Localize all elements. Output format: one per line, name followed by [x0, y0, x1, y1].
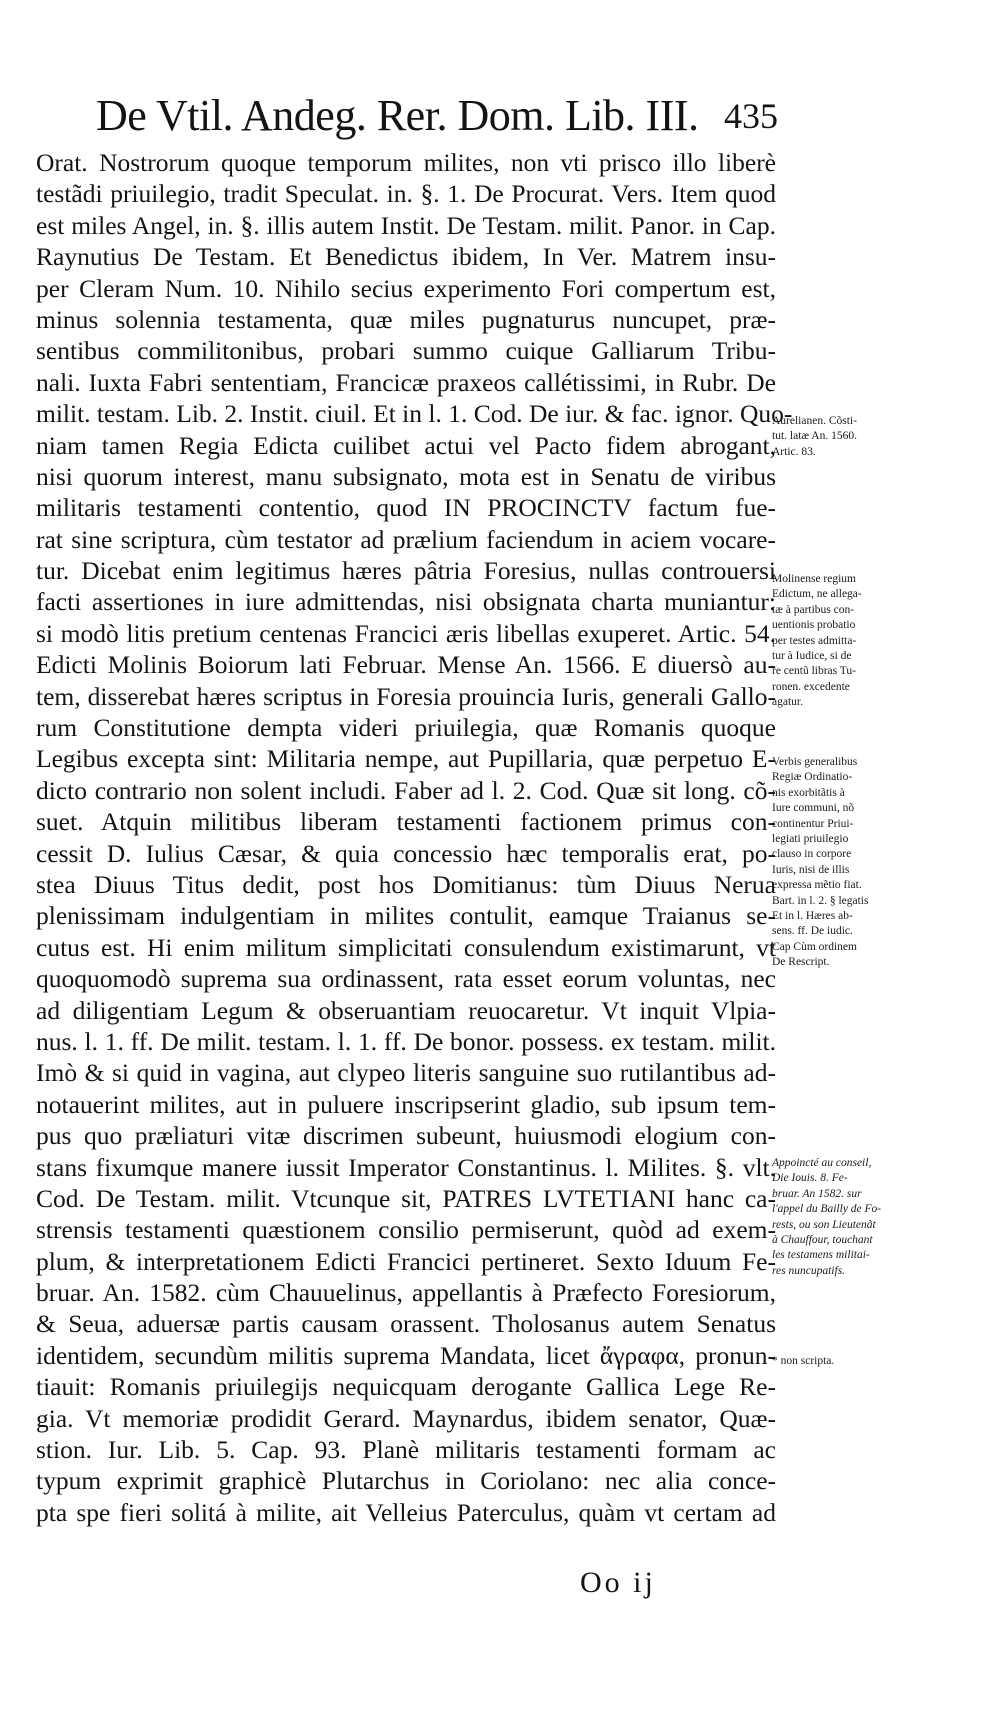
text-line: sentibus commilitonibus, probari summo cuique Galliarum Tribu- [36, 336, 776, 366]
text-line: est miles Angel, in. §. illis autem Instit. De Testam. milit. Panor. in Cap. [36, 210, 776, 240]
margin-note-line: Bart. in l. 2. § legatis [772, 894, 869, 907]
text-line: tiauit: Romanis priuilegijs nequicquam derogante Gallica Lege Re- [36, 1372, 776, 1402]
text-line: Orat. Nostrorum quoque temporum milites, non vti prisco illo liberè [36, 148, 776, 177]
margin-note-non-scripta [772, 1354, 924, 1369]
margin-note-line: Cap Cùm ordinem [772, 940, 857, 953]
text-line: nisi quorum interest, manu subsignato, mota est in Senatu de viribus [36, 461, 776, 491]
text-line: identidem, secundùm militis suprema Mandata, licet ἄγραφα, pronun- [36, 1340, 776, 1370]
running-title: De Vtil. Andeg. Rer. Dom. Lib. III. [96, 91, 699, 140]
text-line: bruar. An. 1582. cùm Chauuelinus, appellantis à Præfecto Foresiorum, [36, 1278, 776, 1308]
margin-note-line: De Rescript. [772, 956, 830, 969]
text-line: militaris testamenti contentio, quod IN PROCINCTV factum fue- [36, 493, 776, 523]
margin-note-line: ronen. excedente [772, 680, 850, 693]
page-header [96, 86, 776, 146]
margin-note-line: l'appel du Bailly de Fo- [772, 1203, 882, 1216]
text-line: notauerint milites, aut in puluere inscripserint gladio, sub ipsum tem- [36, 1089, 776, 1119]
text-line: quoquomodò suprema sua ordinassent, rata esset eorum voluntas, nec [36, 964, 776, 994]
text-line: tur. Dicebat enim legitimus hæres pâtria Foresius, nullas controuersi [36, 556, 776, 586]
margin-note-line: Regiæ Ordinatio- [772, 771, 853, 784]
margin-note-line: Aurelianen. Cõsti- [772, 415, 857, 427]
margin-note-line: à Chauffour, touchant [772, 1234, 873, 1247]
margin-note-line: bruar. An 1582. sur [772, 1187, 862, 1200]
text-line: cutus est. Hi enim militum simplicitati consulendum existimarunt, vt [36, 932, 776, 962]
text-line: stans fixumque manere iussit Imperator Constantinus. l. Milites. §. vlt. [36, 1152, 776, 1182]
signature-mark: Oo ij [580, 1566, 656, 1599]
margin-note-line: legiati priuilegio [772, 833, 849, 846]
margin-note-line: Molinense regium [772, 573, 856, 585]
margin-note-line: Verbis generalibus [772, 756, 858, 768]
margin-note-line: Appoincté au conseil, [772, 1157, 872, 1169]
text-line: Legibus excepta sint: Militaria nempe, aut Pupillaria, quæ perpetuo E- [36, 744, 776, 774]
text-line: ad diligentiam Legum & obseruantiam reuocaretur. Vt inquit Vlpia- [36, 995, 776, 1025]
margin-note-line: Edictum, ne allega- [772, 588, 862, 601]
text-line: testãdi priuilegio, tradit Speculat. in. §. 1. De Procurat. Vers. Item quod [36, 179, 776, 209]
text-line: facti assertiones in iure admittendas, nisi obsignata charta muniantur: [36, 587, 776, 617]
margin-note-line: Et in l. Hæres ab- [772, 910, 853, 923]
text-line: stion. Iur. Lib. 5. Cap. 93. Planè militaris testamenti formam ac [36, 1435, 776, 1465]
margin-note-line: sens. ff. De iudic. [772, 925, 853, 938]
text-line: nus. l. 1. ff. De milit. testam. l. 1. ff. De bonor. possess. ex testam. milit. [36, 1026, 776, 1056]
text-line: niam tamen Regia Edicta cuilibet actui vel Pacto fidem abrogant, [36, 430, 776, 460]
text-line: dicto contrario non solent includi. Faber ad l. 2. Cod. Quæ sit long. cõ- [36, 775, 776, 805]
text-line: strensis testamenti quæstionem consilio permiserunt, quòd ad exem- [36, 1215, 776, 1245]
margin-note-line: les testamens militai- [772, 1249, 870, 1262]
margin-note-line: expressa mẽtio fiat. [772, 879, 862, 892]
text-line: Cod. De Testam. milit. Vtcunque sit, PATRES LVTETIANI hanc ca- [36, 1183, 776, 1213]
margin-note-line: nis exorbitãtis à [772, 786, 845, 799]
margin-note-line: Iuris, nisi de illis [772, 863, 850, 876]
text-line: suet. Atquin militibus liberam testamenti factionem primus con- [36, 807, 776, 837]
text-line: nali. Iuxta Fabri sententiam, Francicæ praxeos callétissimi, in Rubr. De [36, 367, 776, 397]
margin-note-line: re centũ libras Tu- [772, 665, 857, 678]
margin-note-line: * non scripta. [772, 1355, 835, 1367]
margin-note-appointment [772, 1156, 924, 1279]
text-line: typum exprimit graphicè Plutarchus in Coriolano: nec alia conce- [36, 1466, 776, 1496]
text-line: Imò & si quid in vagina, aut clypeo literis sanguine suo rutilantibus ad- [36, 1058, 776, 1088]
margin-note-line: Artic. 83. [772, 445, 816, 458]
text-line: per Cleram Num. 10. Nihilo secius experimento Fori compertum est, [36, 273, 776, 303]
text-line: cessit D. Iulius Cæsar, & quia concessio hæc temporalis erat, po- [36, 838, 776, 868]
margin-note-line: res nuncupatifs. [772, 1264, 846, 1277]
text-line: milit. testam. Lib. 2. Instit. ciuil. Et in l. 1. Cod. De iur. & fac. ignor. Quo- [36, 399, 793, 429]
text-line: plenissimam indulgentiam in milites contulit, eamque Traianus se- [36, 901, 776, 931]
text-line: tem, disserebat hæres scriptus in Foresia prouincia Iuris, generali Gallo- [36, 681, 776, 711]
margin-note-line: continentur Priui- [772, 817, 854, 830]
text-line: pus quo præliaturi vitæ discrimen subeunt, huiusmodi elogium con- [36, 1121, 776, 1151]
text-line: Raynutius De Testam. Et Benedictus ibidem, In Ver. Matrem insu- [36, 242, 776, 272]
text-line: Edicti Molinis Boiorum lati Februar. Mense An. 1566. E diuersò au- [36, 650, 776, 680]
margin-note-line: per testes admitta- [772, 634, 857, 647]
margin-note-line: tut. latæ An. 1560. [772, 430, 857, 443]
text-line: & Seua, aduersæ partis causam orassent. Tholosanus autem Senatus [36, 1309, 776, 1339]
margin-note-line: rests, ou son Lieutenãt [772, 1218, 876, 1231]
margin-note-line: Iure communi, nõ [772, 802, 855, 815]
margin-note-line: Die Iouis. 8. Fe- [772, 1172, 848, 1185]
text-line: si modò litis pretium centenas Francici æris libellas exuperet. Artic. 54. [36, 618, 776, 648]
margin-note-molinense-edict [772, 572, 924, 711]
margin-note-line: uentionis probatio [772, 619, 856, 632]
margin-note-line: agatur. [772, 696, 803, 709]
margin-note-constitution [772, 414, 924, 460]
text-line: rat sine scriptura, cùm testator ad prælium faciendum in aciem vocare- [36, 524, 776, 554]
margin-note-line: tæ à partibus con- [772, 603, 855, 616]
text-line: minus solennia testamenta, quæ miles pugnaturus nuncupet, præ- [36, 304, 776, 334]
text-line: rum Constitutione dempta videri priuilegia, quæ Romanis quoque [36, 713, 776, 743]
margin-note-line: clauso in corpore [772, 848, 852, 861]
margin-note-general-words [772, 755, 924, 971]
text-line: plum, & interpretationem Edicti Francici pertineret. Sexto Iduum Fe- [36, 1246, 776, 1276]
text-line: stea Diuus Titus dedit, post hos Domitianus: tùm Diuus Nerua [36, 869, 776, 899]
text-line: gia. Vt memoriæ prodidit Gerard. Maynardus, ibidem senator, Quæ- [36, 1403, 776, 1433]
page-number: 435 [724, 96, 778, 136]
text-line: pta spe fieri solitá à milite, ait Velleius Paterculus, quàm vt certam ad [36, 1497, 776, 1527]
margin-note-line: tur à Iudice, si de [772, 650, 852, 663]
